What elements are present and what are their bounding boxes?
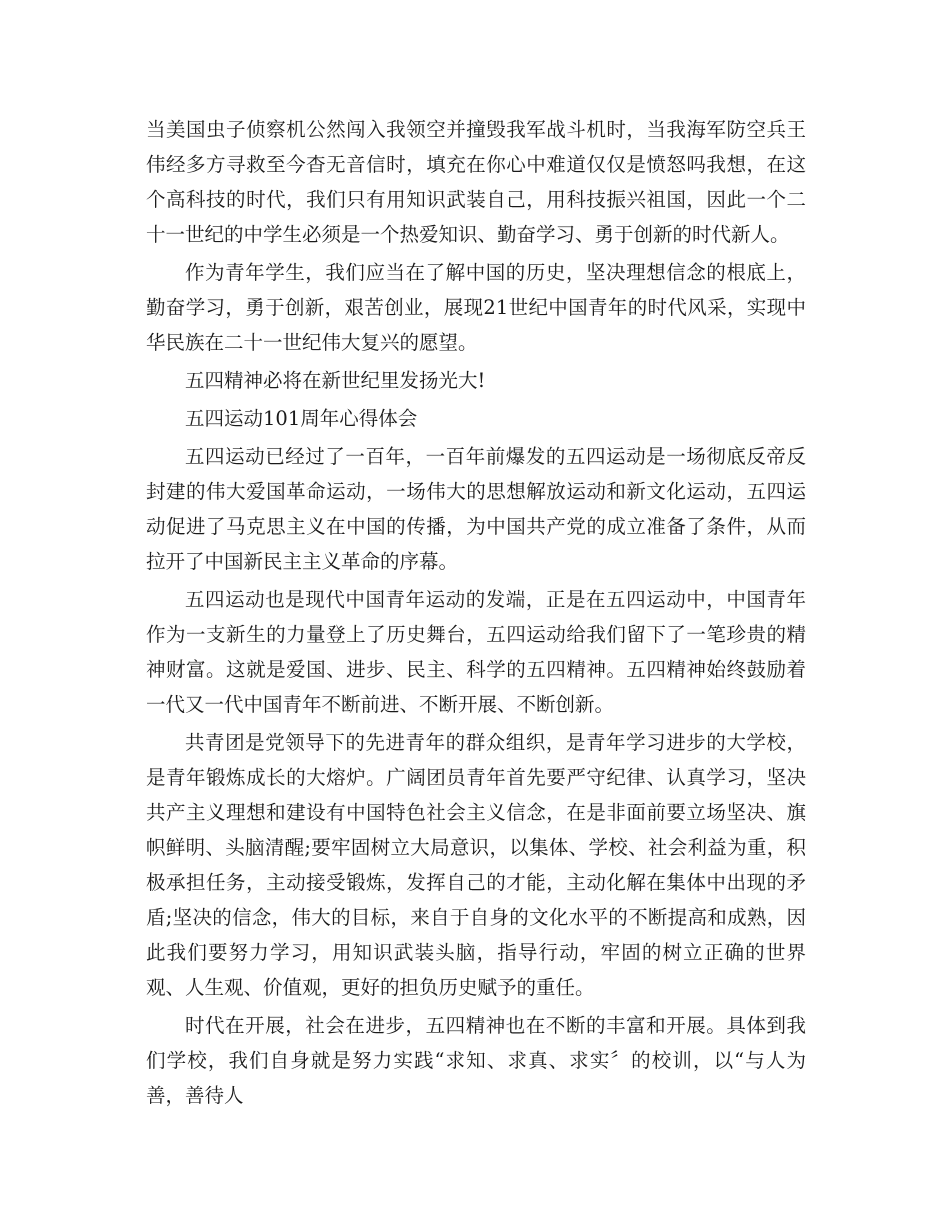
paragraph-2: 作为青年学生，我们应当在了解中国的历史，坚决理想信念的根底上，勤奋学习，勇于创新，艰苦创业，展现21世纪中国青年的时代风采，实现中华民族在二十一世纪伟大复兴的愿望。 (146, 261, 806, 354)
document-body (146, 112, 806, 1116)
paragraph-8: 时代在开展，社会在进步，五四精神也在不断的丰富和开展。具体到我们学校，我们自身就是努力实践“求知、求真、求实〞的校训，以“与人为善，善待人 (146, 1014, 806, 1107)
paragraph-3: 五四精神必将在新世纪里发扬光大! (185, 369, 486, 392)
paragraph-1: 当美国虫子侦察机公然闯入我领空并撞毁我军战斗机时，当我海军防空兵王伟经多方寻救至今杳无音信时，填充在你心中难道仅仅是愤怒吗我想，在这个高科技的时代，我们只有用知识武装自己，用科技振兴祖国，因此一个二十一世纪的中学生必须是一个热爱知识、勤奋学习、勇于创新的时代新人。 (146, 118, 806, 246)
paragraph-6: 五四运动也是现代中国青年运动的发端，正是在五四运动中，中国青年作为一支新生的力量登上了历史舞台，五四运动给我们留下了一笔珍贵的精神财富。这就是爱国、进步、民主、科学的五四精神。五四精神始终鼓励着一代又一代中国青年不断前进、不断开展、不断创新。 (146, 588, 806, 716)
section-heading: 五四运动101周年心得体会 (185, 407, 418, 430)
paragraph-5: 五四运动已经过了一百年，一百年前爆发的五四运动是一场彻底反帝反封建的伟大爱国革命运动，一场伟大的思想解放运动和新文化运动，五四运动促进了马克思主义在中国的传播，为中国共产党的成立准备了条件，从而拉开了中国新民主主义革命的序幕。 (146, 445, 806, 573)
paragraph-7: 共青团是党领导下的先进青年的群众组织，是青年学习进步的大学校，是青年锻炼成长的大熔炉。广阔团员青年首先要严守纪律、认真学习，坚决共产主义理想和建设有中国特色社会主义信念，在是非面前要立场坚决、旗帜鲜明、头脑清醒;要牢固树立大局意识，以集体、学校、社会利益为重，积极承担任务，主动接受锻炼，发挥自己的才能，主动化解在集体中出现的矛盾;坚决的信念，伟大的目标，来自于自身的文化水平的不断提高和成熟，因此我们要努力学习，用知识武装头脑，指导行动，牢固的树立正确的世界观、人生观、价值观，更好的担负历史赋予的重任。 (146, 731, 806, 999)
